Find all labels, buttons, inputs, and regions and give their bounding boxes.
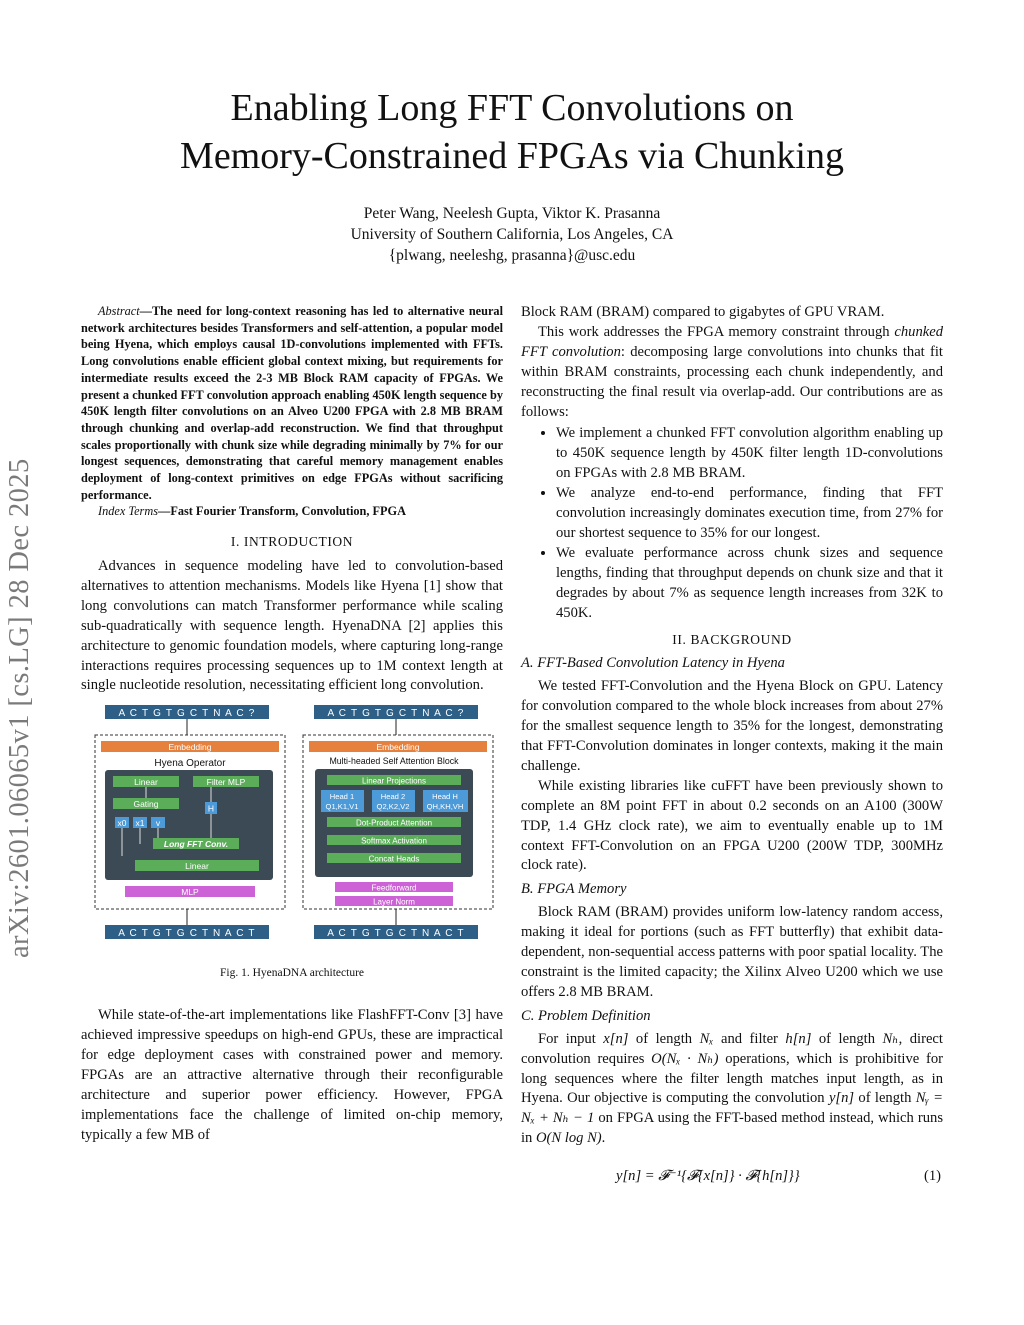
linear-block-text: Linear (134, 777, 158, 788)
author-block (80, 203, 944, 266)
authors: Peter Wang, Neelesh Gupta, Viktor K. Prasanna (363, 205, 661, 222)
linear-projections-text: Linear Projections (361, 776, 427, 786)
head-h-label: Head H (432, 792, 458, 802)
equation-body: y[n] = 𝓕⁻¹{𝓕{x[n]} · 𝓕{h[n]}} (616, 1168, 800, 1185)
math-yn: y[n] (828, 1090, 855, 1107)
email: {plwang, neeleshg, prasanna}@usc.edu (388, 247, 636, 264)
text-run: of length (811, 1030, 883, 1047)
contribution-intro-b: : decomposing large convolutions into chunks that fit within BRAM constraints, processing each chunk independently, and reconstructing the final result via overlap-add. Our contributions are as follows: (521, 343, 943, 420)
long-fft-conv-text: Long FFT Conv. (163, 839, 229, 850)
v-text: v (155, 818, 161, 829)
mhsa-title: Multi-headed Self Attention Block (329, 756, 459, 767)
index-text: —Fast Fourier Transform, Convolution, FPGA (158, 504, 406, 519)
contribution-list (521, 424, 943, 623)
right-column (521, 303, 943, 1189)
math-nx: Nₓ (699, 1030, 714, 1047)
section-introduction-heading: I. INTRODUCTION (230, 534, 354, 550)
math-ny: Nᵧ = Nₓ + Nₕ − 1 (521, 1090, 943, 1127)
index-label: Index Terms (98, 504, 159, 519)
text-run: of length (628, 1030, 700, 1047)
paper-title (80, 84, 944, 180)
section-background-heading: II. BACKGROUND (672, 631, 792, 647)
concat-heads-text: Concat Heads (368, 854, 420, 864)
subsection-a-paragraph-2: While existing libraries like cuFFT have been previously shown to complete an 8M point FFT in about 0.2 seconds on an A100 (300W TDP, 1.4 GHz clock rate), we aim to eventually enable up to 1M context FFT-Convolution on an FPGA U200 (200W TDP, 300MHz clock rate). (521, 777, 943, 874)
subsection-a-paragraph-1: We tested FFT-Convolution and the Hyena Block on GPU. Latency for convolution compared to the whole block increases from about 27% for the smallest sequence length to 35% for the longest, demonstrating that FFT-Convolution dominates in longer contexts, making it the main challenge. (521, 678, 943, 774)
x0-text: x0 (117, 818, 127, 829)
hyena-operator-title: Hyena Operator (154, 758, 226, 770)
figure-caption: Fig. 1. HyenaDNA architecture (219, 967, 365, 980)
right-continuation: Block RAM (BRAM) compared to gigabytes of GPU VRAM. (521, 304, 885, 320)
title-line-2: Memory-Constrained FPGAs via Chunking (180, 135, 844, 177)
math-complexity-direct: O(Nₓ · Nₕ) (651, 1050, 719, 1067)
layer-norm-text: Layer Norm (373, 897, 415, 907)
figure-hyenadna-architecture (81, 704, 503, 941)
contribution-item-1: • We implement a chunked FFT convolution algorithm enabling up to 450K sequence length by 450K filter length 1D-convolutions on FPGAs with 2.8 MB BRAM. (556, 424, 943, 484)
math-nh: Nₕ (882, 1030, 899, 1047)
seq-input-left-text: A C T G T G C T N A C ? (118, 708, 256, 720)
subsection-c-heading: C. Problem Definition (521, 1007, 651, 1024)
contribution-item-2: • We analyze end-to-end performance, finding that FFT convolution increasingly dominates execution time, from 27% for our shortest sequence to 35% for our longest. (556, 484, 943, 544)
arxiv-stamp: arXiv:2601.06065v1 [cs.LG] 28 Dec 2025 (4, 458, 35, 958)
subsection-b-paragraph: Block RAM (BRAM) provides uniform low-latency random access, making it ideal for portions (such as FFT butterfly) that exhibit data-dependent, non-sequential access patterns with poor spatial locality. The constraint is the limited capacity; the Xilinx Alveo U200 which we use offers 2.8 MB BRAM. (521, 904, 943, 1000)
equation-number: (1) (923, 1168, 941, 1185)
mlp-text: MLP (181, 887, 199, 898)
filter-mlp-text: Filter MLP (206, 777, 246, 788)
chunked-fft-emphasis: chunked FFT convolution (521, 323, 943, 360)
text-run: of length (854, 1090, 916, 1107)
title-line-1: Enabling Long FFT Convolutions on (230, 87, 794, 129)
softmax-text: Softmax Activation (361, 836, 427, 846)
abstract-text: —The need for long-context reasoning has led to alternative neural network architectures besides Transformers and self-attention, a popular model being Hyena, which employs causal 1D-convolutions implemented with FFTs. Long convolutions enable efficient global context mixing, but requirements for intermediate results exceed the 2-3 MB Block RAM capacity of FPGAs. We present a chunked FFT convolution approach enabling 450K length sequence by 450K length filter convolutions on an Alveo U200 FPGA with 2.8 MB BRAM through chunking and overlap-add reconstruction. We find that throughput scales proportionally with chunk size while degrading minimally by 7% for our longest sequences, demonstrating that careful memory management enables deployment of long-context primitives on edge FPGAs without sacrificing performance. (81, 304, 503, 502)
linear2-text: Linear (185, 861, 209, 872)
head-2-qkv: Q2,K2,V2 (376, 802, 410, 812)
text-run: For input (538, 1030, 604, 1047)
embedding-right-text: Embedding (376, 742, 420, 753)
h-text: H (207, 803, 215, 814)
subsection-c-paragraph (521, 1030, 943, 1149)
seq-output-left-text: A C T G T G C T N A C T (118, 928, 256, 940)
x1-text: x1 (135, 818, 145, 829)
dot-product-attention-text: Dot-Product Attention (355, 818, 433, 828)
contribution-intro-a: This work addresses the FPGA memory constraint through (538, 323, 895, 340)
head-2-label: Head 2 (380, 792, 406, 802)
embedding-left-text: Embedding (168, 742, 212, 753)
contribution-item-3: • We evaluate performance across chunk sizes and sequence lengths, finding that throughput depends on chunk size and that it degrades by about 7% as sequence length increases from 32K to 450K. (556, 544, 943, 624)
abstract (81, 303, 503, 503)
head-h-qkv: QH,KH,VH (426, 802, 464, 812)
equation-1 (521, 1167, 943, 1189)
math-xn: x[n] (603, 1030, 629, 1047)
math-complexity-fft: O(N log N) (536, 1130, 602, 1147)
contribution-intro (521, 323, 943, 423)
head-1-label: Head 1 (329, 792, 355, 802)
subsection-b-heading: B. FPGA Memory (521, 881, 627, 898)
feedforward-text: Feedforward (371, 883, 417, 893)
subsection-a-heading: A. FFT-Based Convolution Latency in Hyena (521, 655, 785, 672)
index-terms (81, 503, 503, 520)
intro-paragraph-1: Advances in sequence modeling have led to convolution-based alternatives to attention mechanisms. Models like Hyena [1] show that long convolutions can match Transformer performance while scaling sub-quadratically with sequence length. HyenaDNA [2] applies this architecture to genomic foundation models, where capturing long-range interactions requires processing sequences up to 1M context length at single nucleotide resolution, necessitating efficient long convolution. (81, 558, 503, 694)
text-run: on FPGA using the FFT-based method instead, which runs in (521, 1110, 944, 1147)
text-run: and filter (713, 1030, 786, 1047)
text-run: operations, which is prohibitive for long sequences where the filter length matches input length, as in Hyena. Our objective is computing the convolution (521, 1050, 943, 1107)
text-run: . (601, 1130, 606, 1147)
text-run: , direct convolution requires (521, 1030, 943, 1067)
head-1-qkv: Q1,K1,V1 (325, 802, 359, 812)
gating-text: Gating (133, 799, 159, 810)
affiliation: University of Southern California, Los Angeles, CA (350, 226, 674, 243)
seq-output-right-text: A C T G T G C T N A C T (327, 928, 465, 940)
left-column (81, 303, 503, 1146)
abstract-label: Abstract (98, 304, 140, 318)
math-hn: h[n] (785, 1030, 812, 1047)
seq-input-right-text: A C T G T G C T N A C ? (327, 708, 465, 720)
intro-paragraph-2: While state-of-the-art implementations like FlashFFT-Conv [3] have achieved impressive speedups on high-end GPUs, these are impractical for edge deployment cases with constrained power and memory. FPGAs are an attractive alternative through their reconfigurable architecture and superior power efficiency. However, FPGA implementations face the challenge of limited on-chip memory, typically a few MB of (81, 1007, 503, 1143)
